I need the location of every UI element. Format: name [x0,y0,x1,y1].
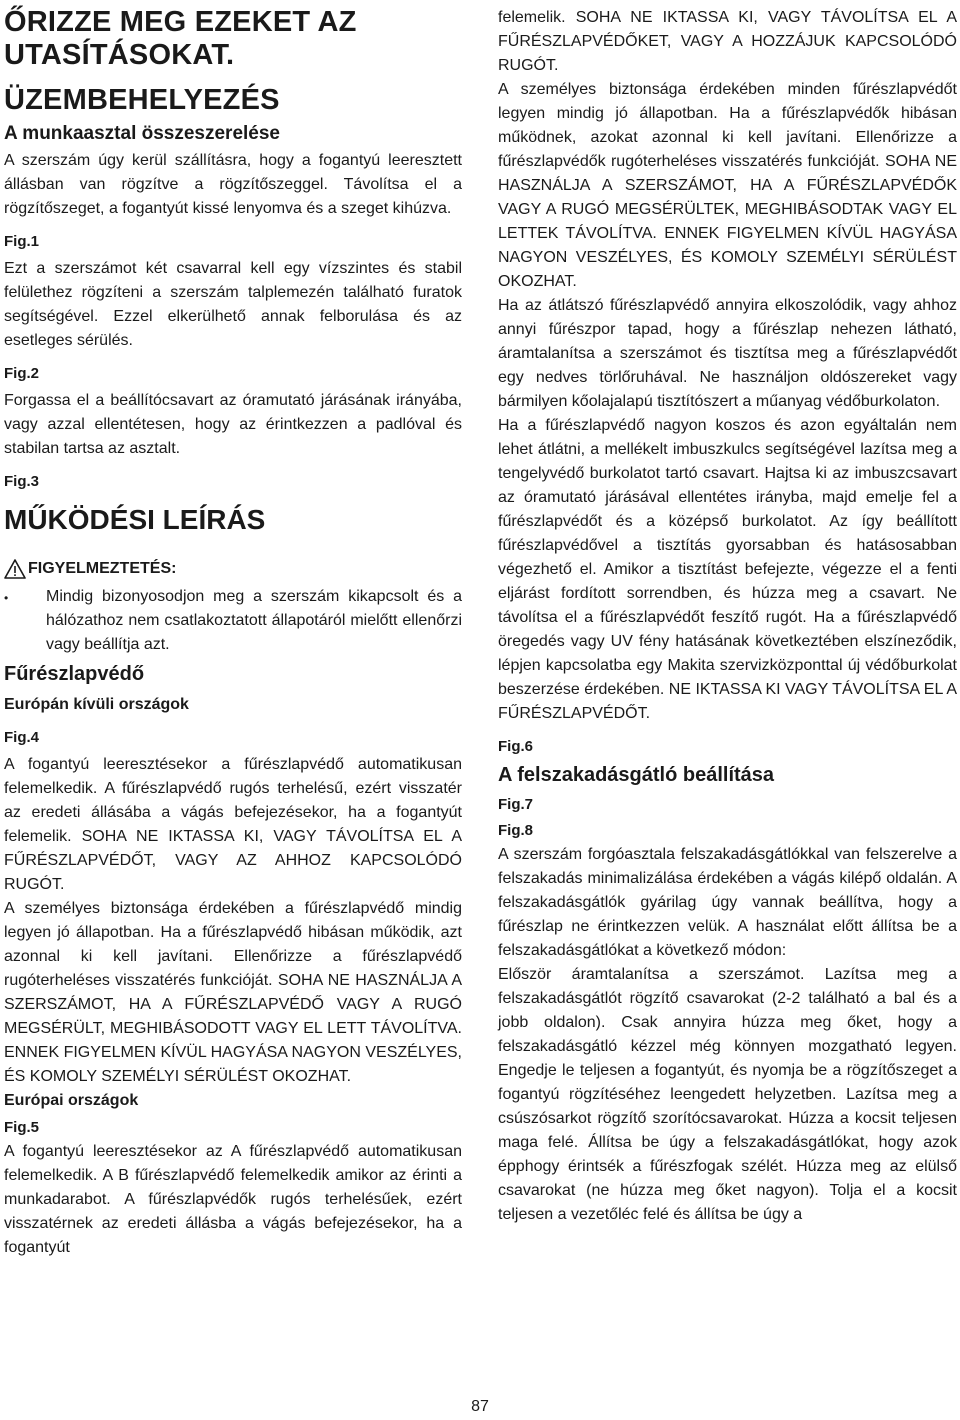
functional-description-heading: MŰKÖDÉSI LEÍRÁS [4,504,266,535]
warning-text: Mindig bizonyosodjon meg a szerszám kikapcsolt és a hálózathoz nem csatlakoztatott állapotáról mielőtt ellenőrzi vagy beállítja azt. [46,588,462,653]
paragraph: Először áramtalanítsa a szerszámot. Lazítsa meg a felszakadásgátlót rögzítő csavarokat (2-2 található a bal és a jobb oldalon). Csak annyira húzza meg őket, hogy a felszakadásgátló kézzel még könnyen mozgatható legyen. Engedje le teljesen a fogantyút, és nyomja be a rögzítőszeget a fogantyú rögzítéséhez leengedett helyzetben. Lazítsa meg a csúszósarkot rögzítő szorítócsavarokat. Húzza a kocsit teljesen maga felé. Állítsa be úgy a felszakadásgátlókat, hogy azok épphogy érintsék a fűrészfogak szélét. Húzza meg az elülső csavarokat (ne húzza meg őket nagyon). Tolja el a kocsit teljesen a vezetőléc felé és állítsa be úgy a [498,966,957,1223]
paragraph: felemelik. SOHA NE IKTASSA KI, VAGY TÁVOLÍTSA EL A FŰRÉSZLAPVÉDŐKET, VAGY A HOZZÁJUK KAPCSOLÓDÓ RUGÓT. [498,9,957,74]
right-column [498,6,957,1227]
workbench-assembly-title: A munkaasztal összeszerelése [4,123,281,144]
paragraph: Ha a fűrészlapvédő nagyon koszos és azon egyáltalán nem lehet átlátni, a mellékelt imbuszkulcs segítségével lazítsa meg a tengelyvédő burkolatot tartó csavart. Hajtsa ki az imbuszcsavart az óramutató járásával ellentétes irányba, majd emelje fel a fűrészlapvédőt és a középső burkolatot. Az így beállított fűrészlapvédővel a tisztítás gyorsabban és hatásosabban végezhető el. Amikor a tisztítást befejezte, végezze el a fenti eljárást fordított sorrendben, és húzza meg a csavart. Ne távolítsa el a fűrészlapvédőt feszítő rugót. Ha a fűrészlapvédő öregedés vagy UV fény hatásának következtében elszíneződik, lépjen kapcsolatba egy Makita szervizközponttal új védőburkolat beszerzése érdekében. NE IKTASSA KI VAGY TÁVOLÍTSA EL A FŰRÉSZLAPVÉDŐT. [498,417,957,722]
paragraph: A szerszám forgóasztala felszakadásgátlókkal van felszerelve a felszakadás minimalizálása érdekében a vágás kilépő oldalán. A felszakadásgátlók gyárilag úgy vannak beállítva, hogy a fűrészlap ne érintkezzen velük. A használat előtt állítsa be a felszakadásgátlókat a következő módon: [498,846,957,959]
non-european-countries-label: Európán kívüli országok [4,696,189,713]
figure-reference: Fig.8 [498,822,534,839]
paragraph: A fogantyú leeresztésekor a fűrészlapvédő automatikusan felemelkedik. A fűrészlapvédő rugós terhelésű, ezért visszatér az eredeti állásába a vágás befejezésekor, ha a fogantyút felemelik. SOHA NE IKTASSA KI, VAGY TÁVOLÍTSA EL A FŰRÉSZLAPVÉDŐT, VAGY AZ AHHOZ KAPCSOLÓDÓ RUGÓT. [4,756,462,893]
paragraph: Ezt a szerszámot két csavarral kell egy vízszintes és stabil felülethez rögzíteni a szerszám talplemezén található furatok segítségével. Ezzel elkerülhető annak felborulása és az esetleges sérülés. [4,260,462,349]
figure-reference: Fig.4 [4,729,40,746]
blade-guard-title: Fűrészlapvédő [4,663,145,685]
warning-triangle-icon [4,559,26,579]
figure-reference: Fig.7 [498,796,534,813]
paragraph: Ha az átlátszó fűrészlapvédő annyira elkoszolódik, vagy ahhoz annyi fűrészpor tapad, hogy a fűrészlap nehezen látható, áramtalanítsa a szerszámot és tisztítsa meg a fűrészlapvédőt egy nedves törlőruhával. Ne használjon oldószereket vagy bármilyen kőolajalapú tisztítószert a műanyag védőburkolaton. [498,297,957,410]
figure-reference: Fig.1 [4,233,40,250]
paragraph: A fogantyú leeresztésekor az A fűrészlapvédő automatikusan felemelkedik. A B fűrészlapvédő felemelkedik amikor az érinti a munkadarabot. A fűrészlapvédők rugós terhelésűek, ezért visszatérnek az eredeti állásba a vágás befejezésekor, ha a fogantyút [4,1143,462,1256]
warning-bullet [4,585,462,657]
paragraph: Forgassa el a beállítócsavart az óramutató járásának irányába, vagy azzal ellentétesen, hogy az érintkezzen a padlóval és stabilan tartsa az asztalt. [4,392,462,457]
warning-heading [4,559,462,579]
kickback-guard-title: A felszakadásgátló beállítása [498,764,775,786]
page-number: 87 [471,1398,489,1415]
figure-reference: Fig.6 [498,738,534,755]
figure-reference: Fig.3 [4,473,40,490]
paragraph: A szerszám úgy kerül szállításra, hogy a fogantyú leeresztett állásban van rögzítve a rögzítőszeggel. Távolítsa el a rögzítőszeget, a fogantyút kissé lenyomva és a szeget kihúzva. [4,152,462,217]
keep-instructions-heading: ŐRIZZE MEG EZEKET AZ UTASÍTÁSOKAT. [4,6,357,71]
warning-label: FIGYELMEZTETÉS: [28,560,177,577]
left-column [4,6,462,1260]
installation-heading: ÜZEMBEHELYEZÉS [4,84,280,116]
paragraph: A személyes biztonsága érdekében minden fűrészlapvédőt legyen mindig jó állapotban. Ha a fűrészlapvédők hibásan működnek, azokat azonnal ki kell javítani. Ellenőrizze a fűrészlapvédők rugóterheléses visszatérés funkcióját. SOHA NE HASZNÁLJA A SZERSZÁMOT, HA A FŰRÉSZLAPVÉDŐK VAGY A RUGÓ MEGSÉRÜLTEK, MEGHIBÁSODTAK VAGY EL LETTEK TÁVOLÍTVA. ENNEK FIGYELMEN KÍVÜL HAGYÁSA NAGYON VESZÉLYES, ÉS KOMOLY SZEMÉLYI SÉRÜLÉST OKOZHAT. [498,81,957,290]
european-countries-label: Európai országok [4,1092,139,1109]
paragraph: A személyes biztonsága érdekében a fűrészlapvédő mindig legyen jó állapotban. Ha a fűrészlapvédő hibásan működik, azt azonnal ki kell javítani. Ellenőrizze a fűrészlapvédő rugóterheléses visszatérés funkcióját. SOHA NE HASZNÁLJA A SZERSZÁMOT, HA A FŰRÉSZLAPVÉDŐ VAGY A RUGÓ MEGSÉRÜLT, MEGHIBÁSODOTT VAGY EL LETT TÁVOLÍTVA. ENNEK FIGYELMEN KÍVÜL HAGYÁSA NAGYON VESZÉLYES, ÉS KOMOLY SZEMÉLYI SÉRÜLÉST OKOZHAT. [4,900,462,1085]
bullet-marker: • [4,591,9,605]
figure-reference: Fig.2 [4,365,40,382]
figure-reference: Fig.5 [4,1119,40,1136]
